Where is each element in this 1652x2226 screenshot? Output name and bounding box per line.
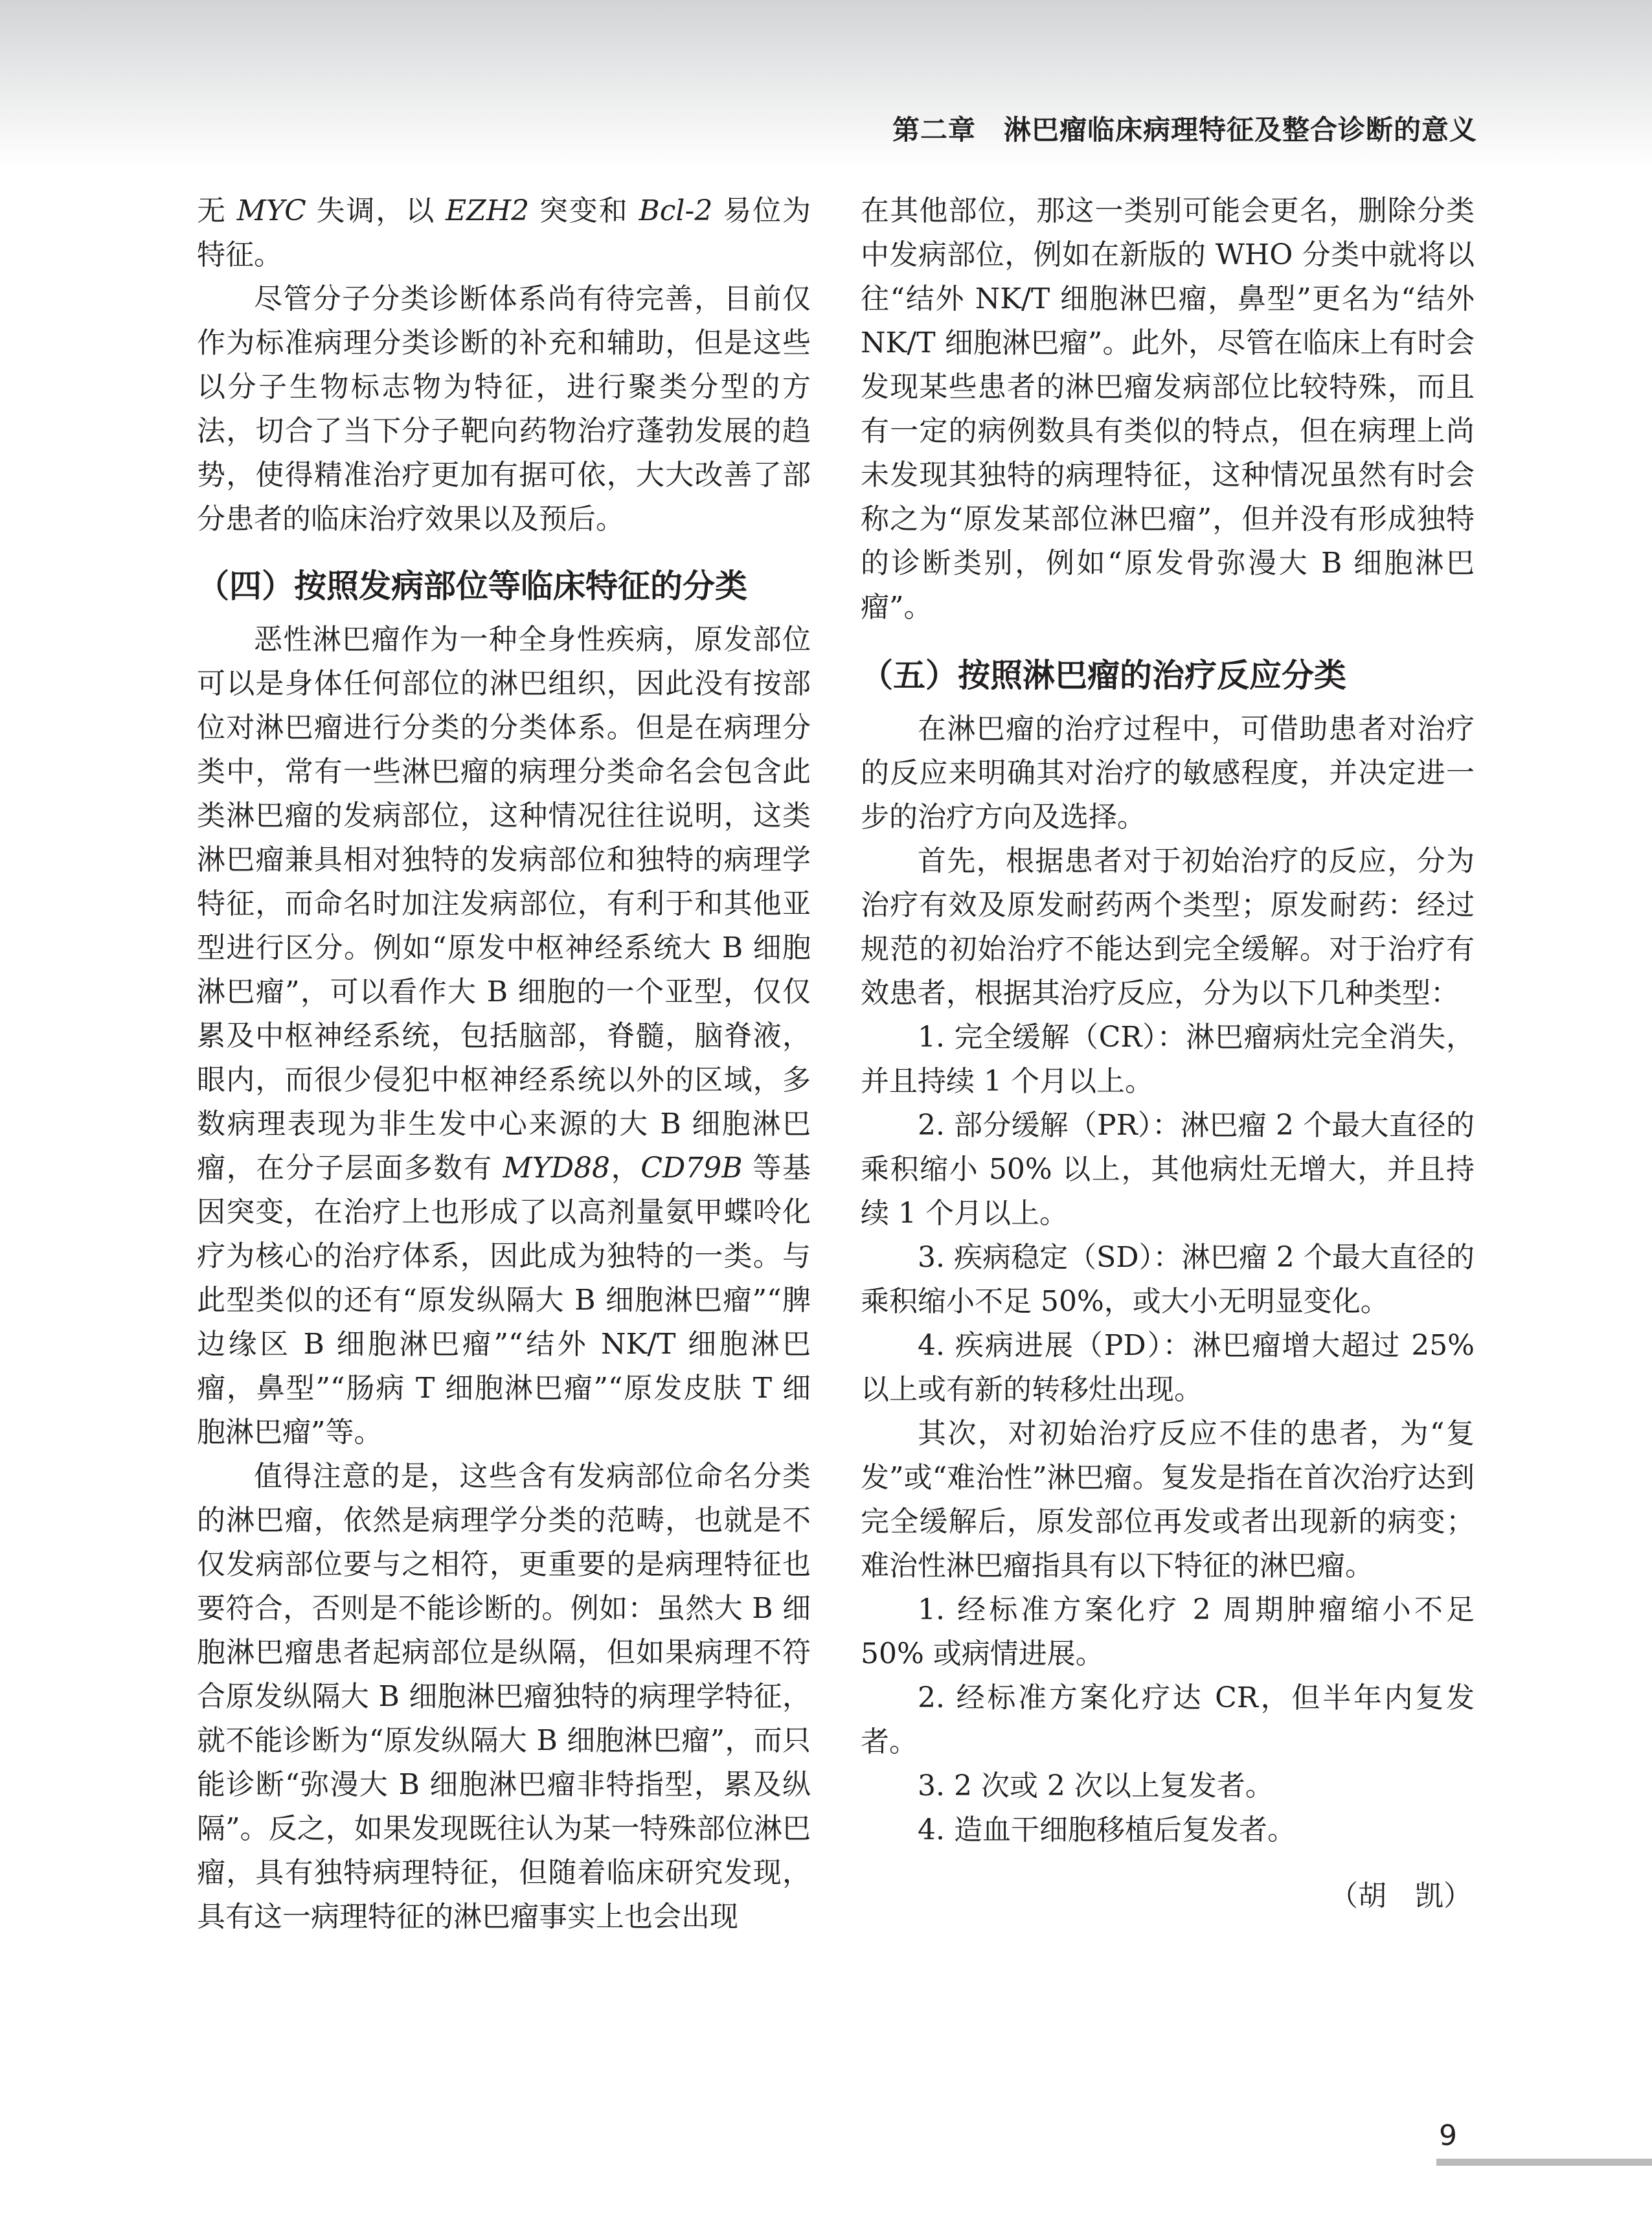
list-item: 4. 疾病进展（PD）：淋巴瘤增大超过 25% 以上或有新的转移灶出现。 [861, 1329, 1475, 1406]
section-heading: （五）按照淋巴瘤的治疗反应分类 [861, 657, 1346, 694]
author-credit: （胡 凯） [1330, 1880, 1472, 1913]
page-number: 9 [1439, 2119, 1457, 2152]
gene-name: Bcl-2 [639, 194, 713, 227]
list-item: 3. 2 次或 2 次以上复发者。 [918, 1769, 1274, 1802]
paragraph: 尽管分子分类诊断体系尚有待完善，目前仅作为标准病理分类诊断的补充和辅助，但是这些以分子生物标志物为特征，进行聚类分型的方法，切合了当下分子靶向药物治疗蓬勃发展的趋势，使得精准治疗更加有据可依，大大改善了部分患者的临床治疗效果以及预后。 [197, 282, 811, 536]
gene-name: EZH2 [446, 194, 530, 227]
right-column [861, 189, 1475, 1918]
paragraph: 在其他部位，那这一类别可能会更名，删除分类中发病部位，例如在新版的 WHO 分类中就将以往“结外 NK/T 细胞淋巴瘤，鼻型”更名为“结外 NK/T 细胞淋巴瘤”。此外，尽管在临床上有时会发现某些患者的淋巴瘤发病部位比较特殊，而且有一定的病例数具有类似的特点，但在病理上尚未发现其独特的病理特征，这种情况虽然有时会称之为“原发某部位淋巴瘤”，但并没有形成独特的诊断类别，例如“原发骨弥漫大 B 细胞淋巴瘤”。 [861, 194, 1475, 624]
gene-name: CD79B [640, 1152, 743, 1185]
list-item: 2. 部分缓解（PR）：淋巴瘤 2 个最大直径的乘积缩小 50% 以上，其他病灶无增大，并且持续 1 个月以上。 [861, 1109, 1475, 1230]
text-run: 恶性淋巴瘤作为一种全身性疾病，原发部位可以是身体任何部位的淋巴组织，因此没有按部位对淋巴瘤进行分类的分类体系。但是在病理分类中，常有一些淋巴瘤的病理分类命名会包含此类淋巴瘤的发病部位，这种情况往往说明，这类淋巴瘤兼具相对独特的发病部位和独特的病理学特征，而命名时加注发病部位，有利于和其他亚型进行区分。例如“原发中枢神经系统大 B 细胞淋巴瘤”，可以看作大 B 细胞的一个亚型，仅仅累及中枢神经系统，包括脑部，脊髓，脑脊液，眼内，而很少侵犯中枢神经系统以外的区域，多数病理表现为非生发中心来源的大 B 细胞淋巴瘤，在分子层面多数有 [197, 623, 811, 1185]
paragraph: 值得注意的是，这些含有发病部位命名分类的淋巴瘤，依然是病理学分类的范畴，也就是不仅发病部位要与之相符，更重要的是病理特征也要符合，否则是不能诊断的。例如：虽然大 B 细胞淋巴瘤患者起病部位是纵隔，但如果病理不符合原发纵隔大 B 细胞淋巴瘤独特的病理学特征，就不能诊断为“原发纵隔大 B 细胞淋巴瘤”，而只能诊断“弥漫大 B 细胞淋巴瘤非特指型，累及纵隔”。反之，如果发现既往认为某一特殊部位淋巴瘤，具有独特病理特征，但随着临床研究发现，具有这一病理特征的淋巴瘤事实上也会出现 [197, 1460, 811, 1933]
paragraph: 首先，根据患者对于初始治疗的反应，分为治疗有效及原发耐药两个类型；原发耐药：经过规范的初始治疗不能达到完全缓解。对于治疗有效患者，根据其治疗反应，分为以下几种类型： [861, 845, 1475, 1010]
paragraph: 其次，对初始治疗反应不佳的患者，为“复发”或“难治性”淋巴瘤。复发是指在首次治疗达到完全缓解后，原发部位再发或者出现新的病变；难治性淋巴瘤指具有以下特征的淋巴瘤。 [861, 1417, 1475, 1582]
paragraph [197, 618, 811, 1455]
list-item: 1. 完全缓解（CR）：淋巴瘤病灶完全消失，并且持续 1 个月以上。 [861, 1021, 1475, 1098]
section-heading: （四）按照发病部位等临床特征的分类 [197, 567, 747, 605]
left-column [197, 189, 811, 1939]
gene-name: MYC [236, 194, 306, 227]
list-item: 3. 疾病稳定（SD）：淋巴瘤 2 个最大直径的乘积缩小不足 50%，或大小无明显变化。 [861, 1241, 1475, 1318]
list-item: 1. 经标准方案化疗 2 周期肿瘤缩小不足 50% 或病情进展。 [861, 1593, 1475, 1670]
paragraph [197, 189, 811, 277]
text-run: 易位为特征。 [197, 194, 811, 271]
list-item: 4. 造血干细胞移植后复发者。 [918, 1813, 1296, 1846]
text-run: ， [609, 1152, 641, 1185]
gene-name: MYD88 [503, 1152, 610, 1185]
footer-bar [1436, 2159, 1652, 2166]
text-run: 失调，以 [306, 194, 446, 227]
paragraph: 在淋巴瘤的治疗过程中，可借助患者对治疗的反应来明确其对治疗的敏感程度，并决定进一步的治疗方向及选择。 [861, 712, 1475, 834]
text-run: 等基因突变，在治疗上也形成了以高剂量氨甲蝶呤化疗为核心的治疗体系，因此成为独特的一类。与此型类似的还有“原发纵隔大 B 细胞淋巴瘤”“脾边缘区 B 细胞淋巴瘤”“结外 NK/T 细胞淋巴瘤，鼻型”“肠病 T 细胞淋巴瘤”“原发皮肤 T 细胞淋巴瘤”等。 [197, 1152, 811, 1449]
running-header: 第二章 淋巴瘤临床病理特征及整合诊断的意义 [892, 114, 1477, 146]
text-run: 无 [197, 194, 237, 227]
list-item: 2. 经标准方案化疗达 CR，但半年内复发者。 [861, 1681, 1475, 1758]
text-run: 突变和 [529, 194, 639, 227]
